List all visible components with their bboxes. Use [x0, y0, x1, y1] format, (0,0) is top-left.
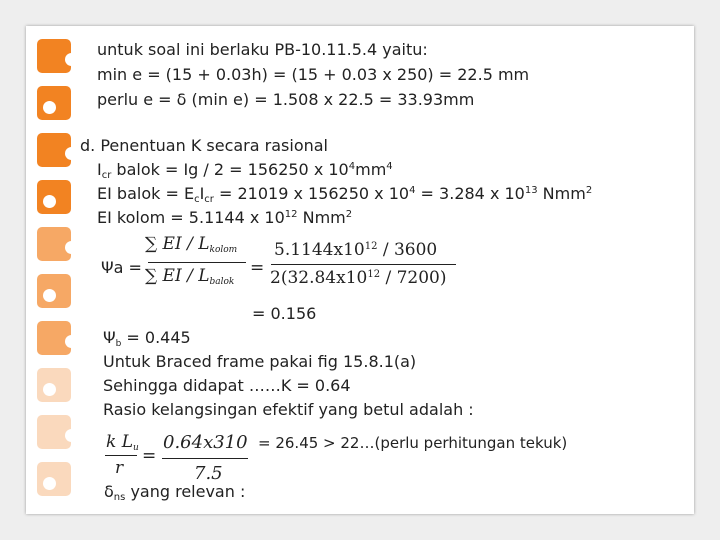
decor-square — [37, 321, 71, 355]
klr-right-fraction-bar — [162, 458, 248, 459]
decor-square — [37, 415, 71, 449]
psi-right-fraction-bar — [271, 264, 456, 265]
section-heading: d. Penentuan K secara rasional — [80, 136, 328, 155]
decor-square — [37, 86, 71, 120]
klr-left-numerator: k $L_u$ — [106, 432, 139, 453]
psi-left-denominator: ∑ EI / $L_{balok}$ — [145, 266, 235, 287]
psi-right-numerator: $5.1144x10^{12} / 3600$ — [274, 240, 438, 260]
decor-square — [37, 39, 71, 73]
text-line-rasio: Rasio kelangsingan efektif yang betul adalah : — [103, 400, 474, 419]
icr-line: $I_{cr}$ balok = Ig / 2 = 156250 x $10^4mm^4$ — [97, 160, 393, 181]
text-line-k: Sehingga didapat ……K = 0.64 — [103, 376, 351, 395]
klr-equals: = — [142, 446, 157, 466]
klr-left-fraction-bar — [105, 455, 137, 456]
text-line-2: min e = (15 + 0.03h) = (15 + 0.03 x 250) = 22.5 mm — [97, 65, 530, 84]
text-line-braced: Untuk Braced frame pakai fig 15.8.1(a) — [103, 352, 417, 371]
text-line-3: perlu e = δ (min e) = 1.508 x 22.5 = 33.93mm — [97, 90, 475, 109]
psi-left-fraction-bar — [148, 262, 246, 263]
ei-balok-line: EI balok = $E_cI_{cr} = 21019$ x 156250 x $10^4 = 3.284$ x $10^{13}$ Nmm$^2$ — [97, 184, 593, 205]
psi-a-label: Ψa = — [101, 258, 142, 277]
decor-square — [37, 227, 71, 261]
ei-kolom-line: EI kolom = 5.1144 x $10^{12}$ Nmm$^2$ — [97, 208, 353, 227]
decor-square — [37, 368, 71, 402]
decor-square — [37, 274, 71, 308]
psi-b-line: $\Psi_b = 0.445$ — [103, 328, 191, 349]
decor-square — [37, 180, 71, 214]
klr-right-denominator: 7.5 — [194, 463, 223, 484]
psi-equals: = — [250, 258, 265, 278]
text-line-1: untuk soal ini berlaku PB-10.11.5.4 yaitu: — [97, 40, 428, 59]
klr-left-denominator: r — [115, 458, 124, 478]
delta-ns-line: $\delta_{ns}$ yang relevan : — [104, 482, 246, 503]
klr-result: = 26.45 > 22…(perlu perhitungan tekuk) — [258, 434, 568, 452]
decorative-squares — [0, 0, 80, 540]
decor-square — [37, 133, 71, 167]
decor-square — [37, 462, 71, 496]
psi-right-denominator: $2(32.84x10^{12} / 7200)$ — [270, 268, 447, 288]
psi-a-result: = 0.156 — [252, 304, 317, 323]
klr-right-numerator: 0.64x310 — [163, 432, 248, 453]
psi-left-numerator: ∑ EI / $L_{kolom}$ — [145, 234, 238, 255]
